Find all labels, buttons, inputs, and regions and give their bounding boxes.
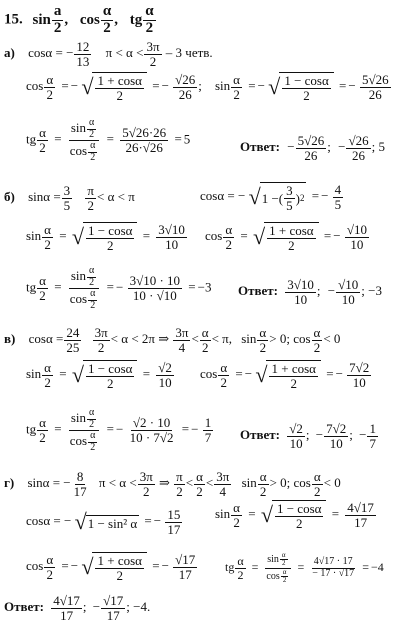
part-g-tg-half: tg $\frac{\alpha}{2}$ = sin $\frac{\alpha}{2}$ cos $\frac{\alpha}{2}$ = $\frac{4√17 \cdot 17}{- 17 \cdot √17}$ = −4 bbox=[225, 551, 384, 585]
part-b-given: б) sinα = $\frac{3}{5}$ $\frac{\pi}{2}$ < α < π bbox=[4, 183, 135, 213]
part-a-sin-half: sin $\frac{\alpha}{2}$ = − √ 1 − cosα 2 = − $\frac{5√26}{26}$ bbox=[215, 72, 389, 103]
part-g-given: г) sinα = − $\frac{8}{17}$ π < α < $\frac{3\pi}{2}$ ⇒ $\frac{\pi}{2}$ < $\frac{\alpha}{2}$ < $\frac{3\pi}{4}$ sin $\frac{\alpha}{2}$ > 0; cos $\frac{\alpha}{2}$ < 0 bbox=[4, 469, 341, 499]
part-g-answer: Ответ: $\frac{4√17}{17}$ ; − $\frac{√17}{17}$ ; −4. bbox=[4, 593, 151, 621]
part-g-cos-half: cos $\frac{\alpha}{2}$ = − √ 1 + cosα 2 = − $\frac{√17}{17}$ bbox=[26, 552, 196, 583]
part-a-label: а) bbox=[4, 45, 15, 61]
part-v-cos-half: cos $\frac{\alpha}{2}$ = − √ 1 + cosα 2 = − $\frac{7√2}{10}$ bbox=[200, 360, 370, 391]
part-b-tg-half: tg $\frac{\alpha}{2}$ = sin $\frac{\alpha}{2}$ cos $\frac{\alpha}{2}$ = − $\frac{3√10 \cdot 10}{10 \cdot √10}$ = −3 bbox=[26, 265, 212, 311]
part-v-given: в) cosα = $\frac{24}{25}$ $\frac{3\pi}{2}$ < α < 2π ⇒ $\frac{3\pi}{4}$ < $\frac{\alpha}{2}$ < π, sin $\frac{\alpha}{2}$ > 0; cos $\frac{\alpha}{2}$ < 0 bbox=[4, 325, 341, 355]
part-a-tg-half: tg $\frac{\alpha}{2}$ = sin $\frac{\alpha}{2}$ cos $\frac{\alpha}{2}$ = $\frac{5√26\cdot 26}{26\cdot√26}$ = 5 bbox=[26, 117, 191, 163]
problem-header: 15. sin $\frac{a}{2}$ , cos $\frac{\alpha}{2}$ , tg $\frac{\alpha}{2}$ bbox=[4, 3, 154, 36]
part-a-given: а) cosα = − $\frac{12}{13}$ π < α < $\frac{3\pi}{2}$ – 3 четв. bbox=[4, 39, 213, 69]
part-a-answer: Ответ: − $\frac{5√26}{26}$ ; − $\frac{√26}{26}$ ; 5 bbox=[240, 133, 385, 163]
part-g-sin-half: sin $\frac{\alpha}{2}$ = √ 1 − cosα 2 = $\frac{4√17}{17}$ bbox=[215, 500, 374, 531]
part-b-sin-half: sin $\frac{\alpha}{2}$ = √ 1 − cosα 2 = $\frac{3√10}{10}$ bbox=[26, 222, 185, 253]
problem-number: 15. bbox=[4, 11, 23, 28]
part-v-tg-half: tg $\frac{\alpha}{2}$ = sin $\frac{\alpha}{2}$ cos $\frac{\alpha}{2}$ = − $\frac{√2 \cdot 10}{10 \cdot 7√2}$ = − $\frac{1}{7}$ bbox=[26, 407, 212, 453]
part-b-cos: cosα = − √ 1 − ( 3 5 ) 2 = − $\frac{4}{5}$ bbox=[200, 182, 342, 213]
part-g-cos: cosα = − √ 1 − sin² α = − $\frac{15}{17}$ bbox=[26, 507, 181, 537]
part-v-sin-half: sin $\frac{\alpha}{2}$ = √ 1 − cosα 2 = $\frac{√2}{10}$ bbox=[26, 360, 172, 391]
part-a-cos-half: cos $\frac{\alpha}{2}$ = − √ 1 + cosα 2 = − $\frac{√26}{26}$ ; bbox=[26, 72, 202, 103]
part-b-cos-half: cos $\frac{\alpha}{2}$ = √ 1 + cosα 2 = − $\frac{√10}{10}$ bbox=[205, 222, 367, 253]
part-v-answer: Ответ: $\frac{√2}{10}$ ; − $\frac{7√2}{10}$ ; − $\frac{1}{7}$ bbox=[240, 421, 376, 451]
part-b-answer: Ответ: $\frac{3√10}{10}$ ; − $\frac{√10}{10}$ ; −3 bbox=[238, 277, 382, 307]
